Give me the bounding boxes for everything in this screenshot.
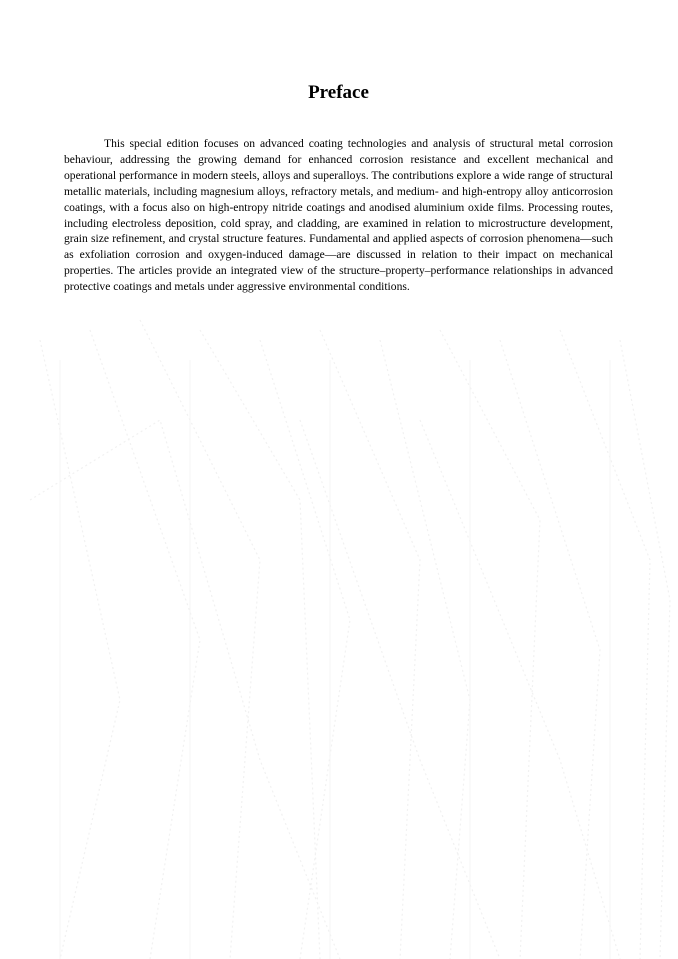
page-title: Preface: [308, 82, 369, 103]
preface-paragraph: This special edition focuses on advanced coating technologies and analysis of structural metal corrosion behaviour, addressing the growing demand for enhanced corrosion resistance and excellent mechanical and operational performance in modern steels, alloys and superalloys. The contributions explore a wide range of structural metallic materials, including magnesium alloys, refractory metals, and medium- and high-entropy alloy anticorrosion coatings, with a focus also on high-entropy nitride coatings and anodised aluminium oxide films. Processing routes, including electroless deposition, cold spray, and cladding, are examined in relation to microstructure development, grain size refinement, and crystal structure features. Fundamental and applied aspects of corrosion phenomena—such as exfoliation corrosion and oxygen-induced damage—are discussed in relation to their impact on mechanical properties. The articles provide an integrated view of the structure–property–performance relationships in advanced protective coatings and metals under aggressive environmental conditions.: [64, 137, 613, 294]
page-content: [64, 80, 613, 295]
